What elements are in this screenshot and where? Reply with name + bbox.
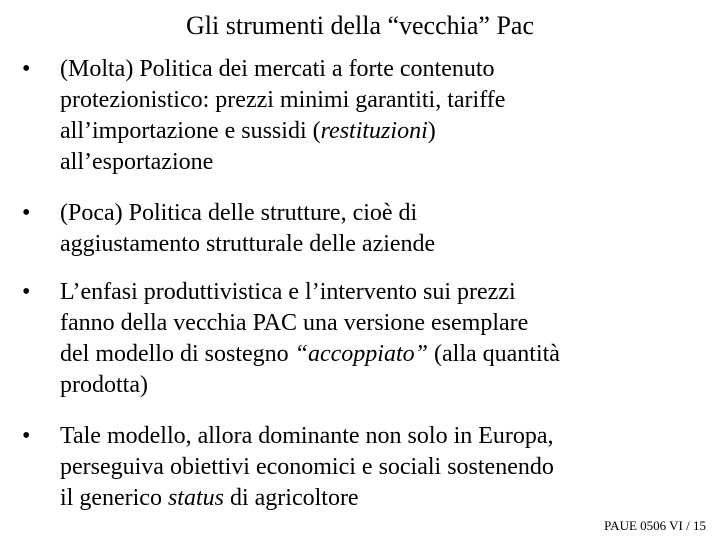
bullet-line bbox=[60, 339, 718, 370]
emphasis-text: “accoppiato” bbox=[294, 341, 428, 367]
bullet-marker: • bbox=[22, 423, 31, 449]
bullet-line-text: di agricoltore bbox=[223, 485, 359, 511]
bullet-text bbox=[60, 277, 718, 401]
bullet-line: (Molta) Politica dei mercati a forte contenuto bbox=[60, 56, 495, 82]
bullet-line-text: il generico bbox=[60, 485, 168, 511]
bullet-marker: • bbox=[22, 56, 31, 82]
bullet-line: Tale modello, allora dominante non solo in Europa, bbox=[60, 423, 554, 449]
bullet-line: perseguiva obiettivi economici e sociali sostenendo bbox=[60, 454, 554, 480]
bullet-text bbox=[60, 198, 718, 260]
bullet-line: fanno della vecchia PAC una versione esemplare bbox=[60, 310, 529, 336]
bullet-line bbox=[60, 483, 718, 514]
bullet-line-text: del modello di sostegno bbox=[60, 341, 295, 367]
bullet-line: protezionistico: prezzi minimi garantiti, tariffe bbox=[60, 87, 506, 113]
bullet-text bbox=[60, 54, 718, 178]
bullet-line-text: (alla quantità bbox=[428, 341, 560, 367]
bullet-line: all’esportazione bbox=[60, 149, 214, 175]
bullet-line-text: all’importazione e sussidi ( bbox=[60, 118, 321, 144]
bullet-line-text: ) bbox=[427, 118, 436, 144]
bullet-text bbox=[60, 421, 718, 514]
emphasis-text: status bbox=[167, 485, 224, 511]
bullet-marker: • bbox=[22, 200, 31, 226]
slide-title: Gli strumenti della “vecchia” Pac bbox=[186, 11, 534, 40]
emphasis-text: restituzioni bbox=[320, 118, 428, 144]
bullet-line bbox=[60, 116, 718, 147]
bullet-line: L’enfasi produttivistica e l’intervento sui prezzi bbox=[60, 279, 516, 305]
bullet-line: prodotta) bbox=[60, 372, 148, 398]
slide-footer: PAUE 0506 VI / 15 bbox=[604, 518, 706, 533]
bullet-marker: • bbox=[22, 279, 31, 305]
bullet-line: aggiustamento strutturale delle aziende bbox=[60, 231, 436, 257]
bullet-line: (Poca) Politica delle strutture, cioè di bbox=[60, 200, 418, 226]
